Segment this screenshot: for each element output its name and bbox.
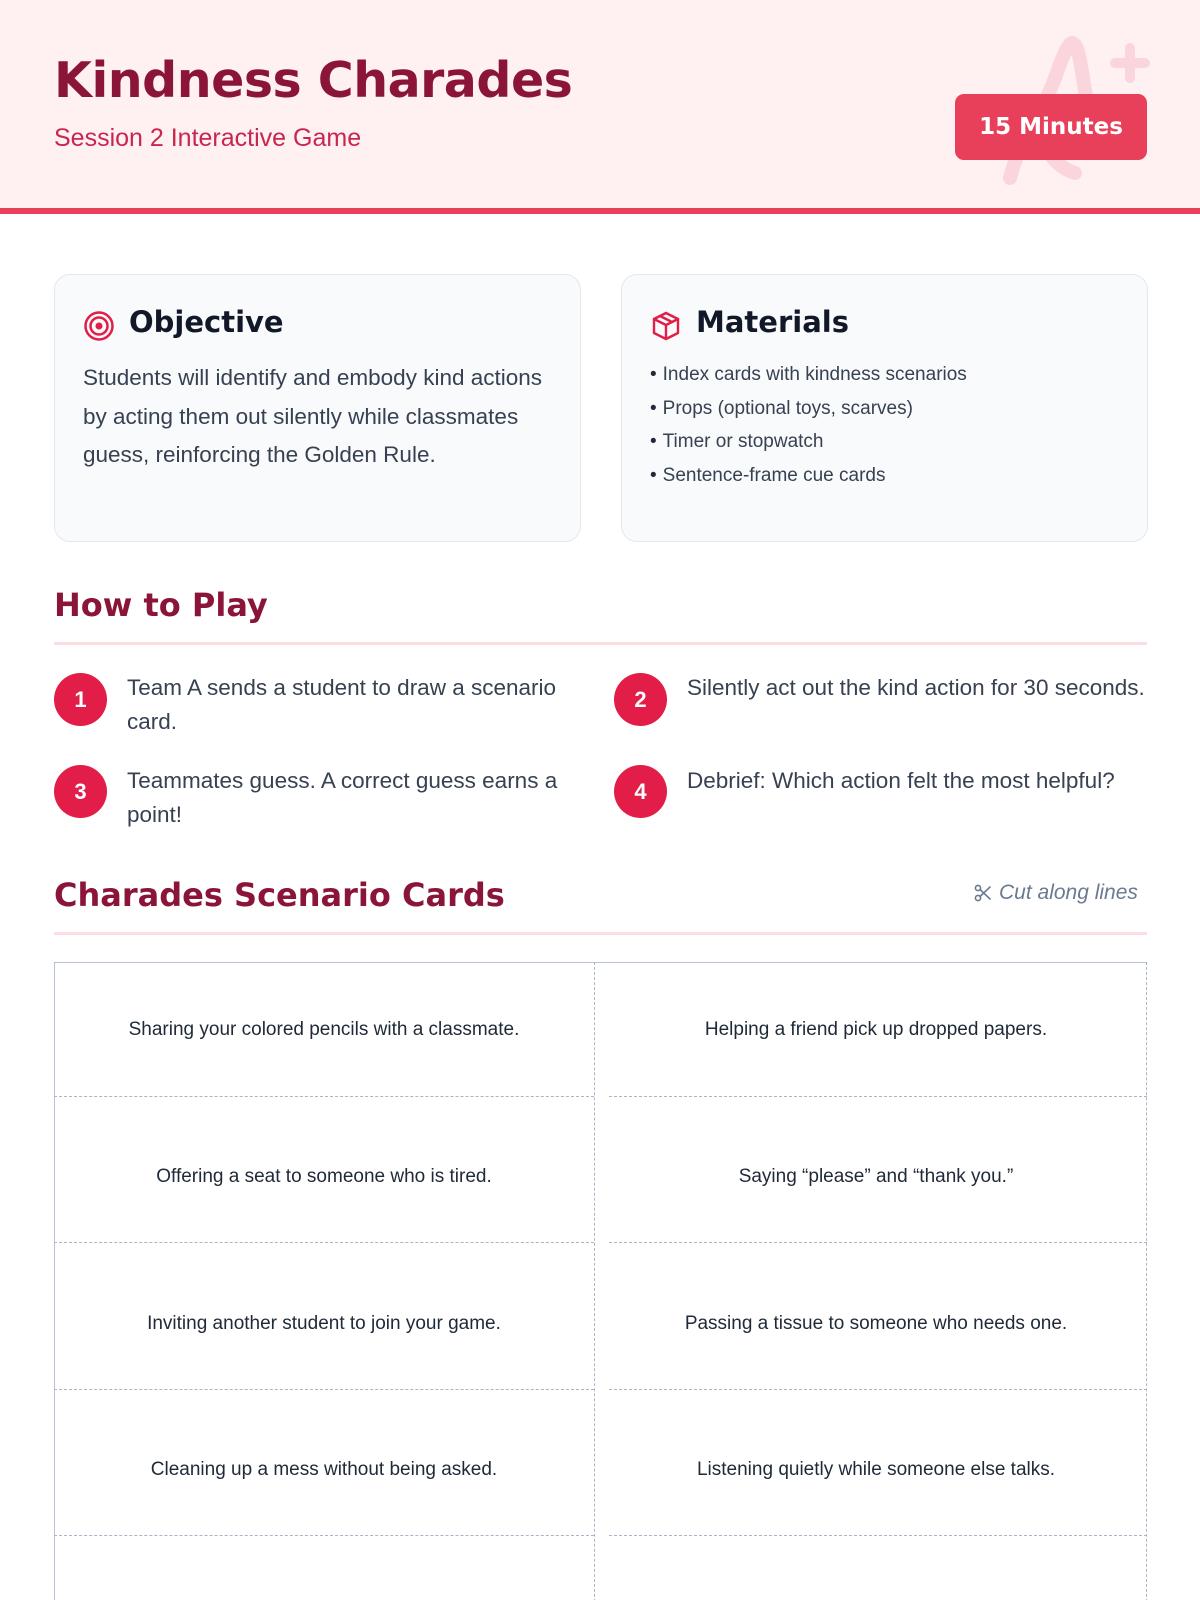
step-number-1: 1 [54,673,107,726]
materials-list [650,358,967,492]
materials-title: Materials [696,305,849,339]
scissors-icon [973,883,993,903]
materials-item: • Timer or stopwatch [650,425,967,459]
target-icon [83,310,115,342]
header-banner [0,0,1200,214]
scenario-card: Offering a seat to someone who is tired. [156,1166,492,1187]
objective-card [54,274,581,542]
scenario-card: Cleaning up a mess without being asked. [150,1459,498,1480]
scenario-card: Listening quietly while someone else talks. [696,1459,1056,1480]
scenario-cards-heading: Charades Scenario Cards [54,876,505,914]
materials-card [621,274,1148,542]
step-number-2: 2 [614,673,667,726]
scenario-card: Sharing your colored pencils with a classmate. [128,1019,520,1040]
box-icon [650,310,682,342]
materials-item: • Index cards with kindness scenarios [650,358,967,392]
step-text-1: Team A sends a student to draw a scenario card. [127,675,557,734]
cut-note [973,881,1138,905]
section-divider [54,932,1147,935]
scenario-card: Saying “please” and “thank you.” [738,1166,1014,1187]
section-divider [54,642,1147,645]
step-number-4: 4 [614,765,667,818]
materials-item: • Sentence-frame cue cards [650,459,967,493]
step-number-3: 3 [54,765,107,818]
cut-line-right [1146,962,1147,1600]
scenario-card: Passing a tissue to someone who needs one. [684,1313,1068,1334]
cut-note-text: Cut along lines [999,881,1138,904]
scenario-card: Inviting another student to join your game. [147,1313,501,1334]
materials-item: • Props (optional toys, scarves) [650,392,967,426]
how-to-play-heading: How to Play [54,586,268,624]
step-text-4: Debrief: Which action felt the most helpful? [687,768,1115,793]
step-text-3: Teammates guess. A correct guess earns a point! [127,768,558,827]
page-subtitle: Session 2 Interactive Game [54,124,362,152]
duration-badge: 15 Minutes [955,94,1147,160]
cut-line-vertical [594,962,595,1600]
objective-title: Objective [129,305,284,339]
objective-text: Students will identify and embody kind actions by acting them out silently while classmates guess, reinforcing the Golden Rule. [83,365,543,467]
page-title: Kindness Charades [54,52,573,109]
step-text-2: Silently act out the kind action for 30 seconds. [687,675,1145,700]
scenario-card: Helping a friend pick up dropped papers. [704,1019,1048,1040]
